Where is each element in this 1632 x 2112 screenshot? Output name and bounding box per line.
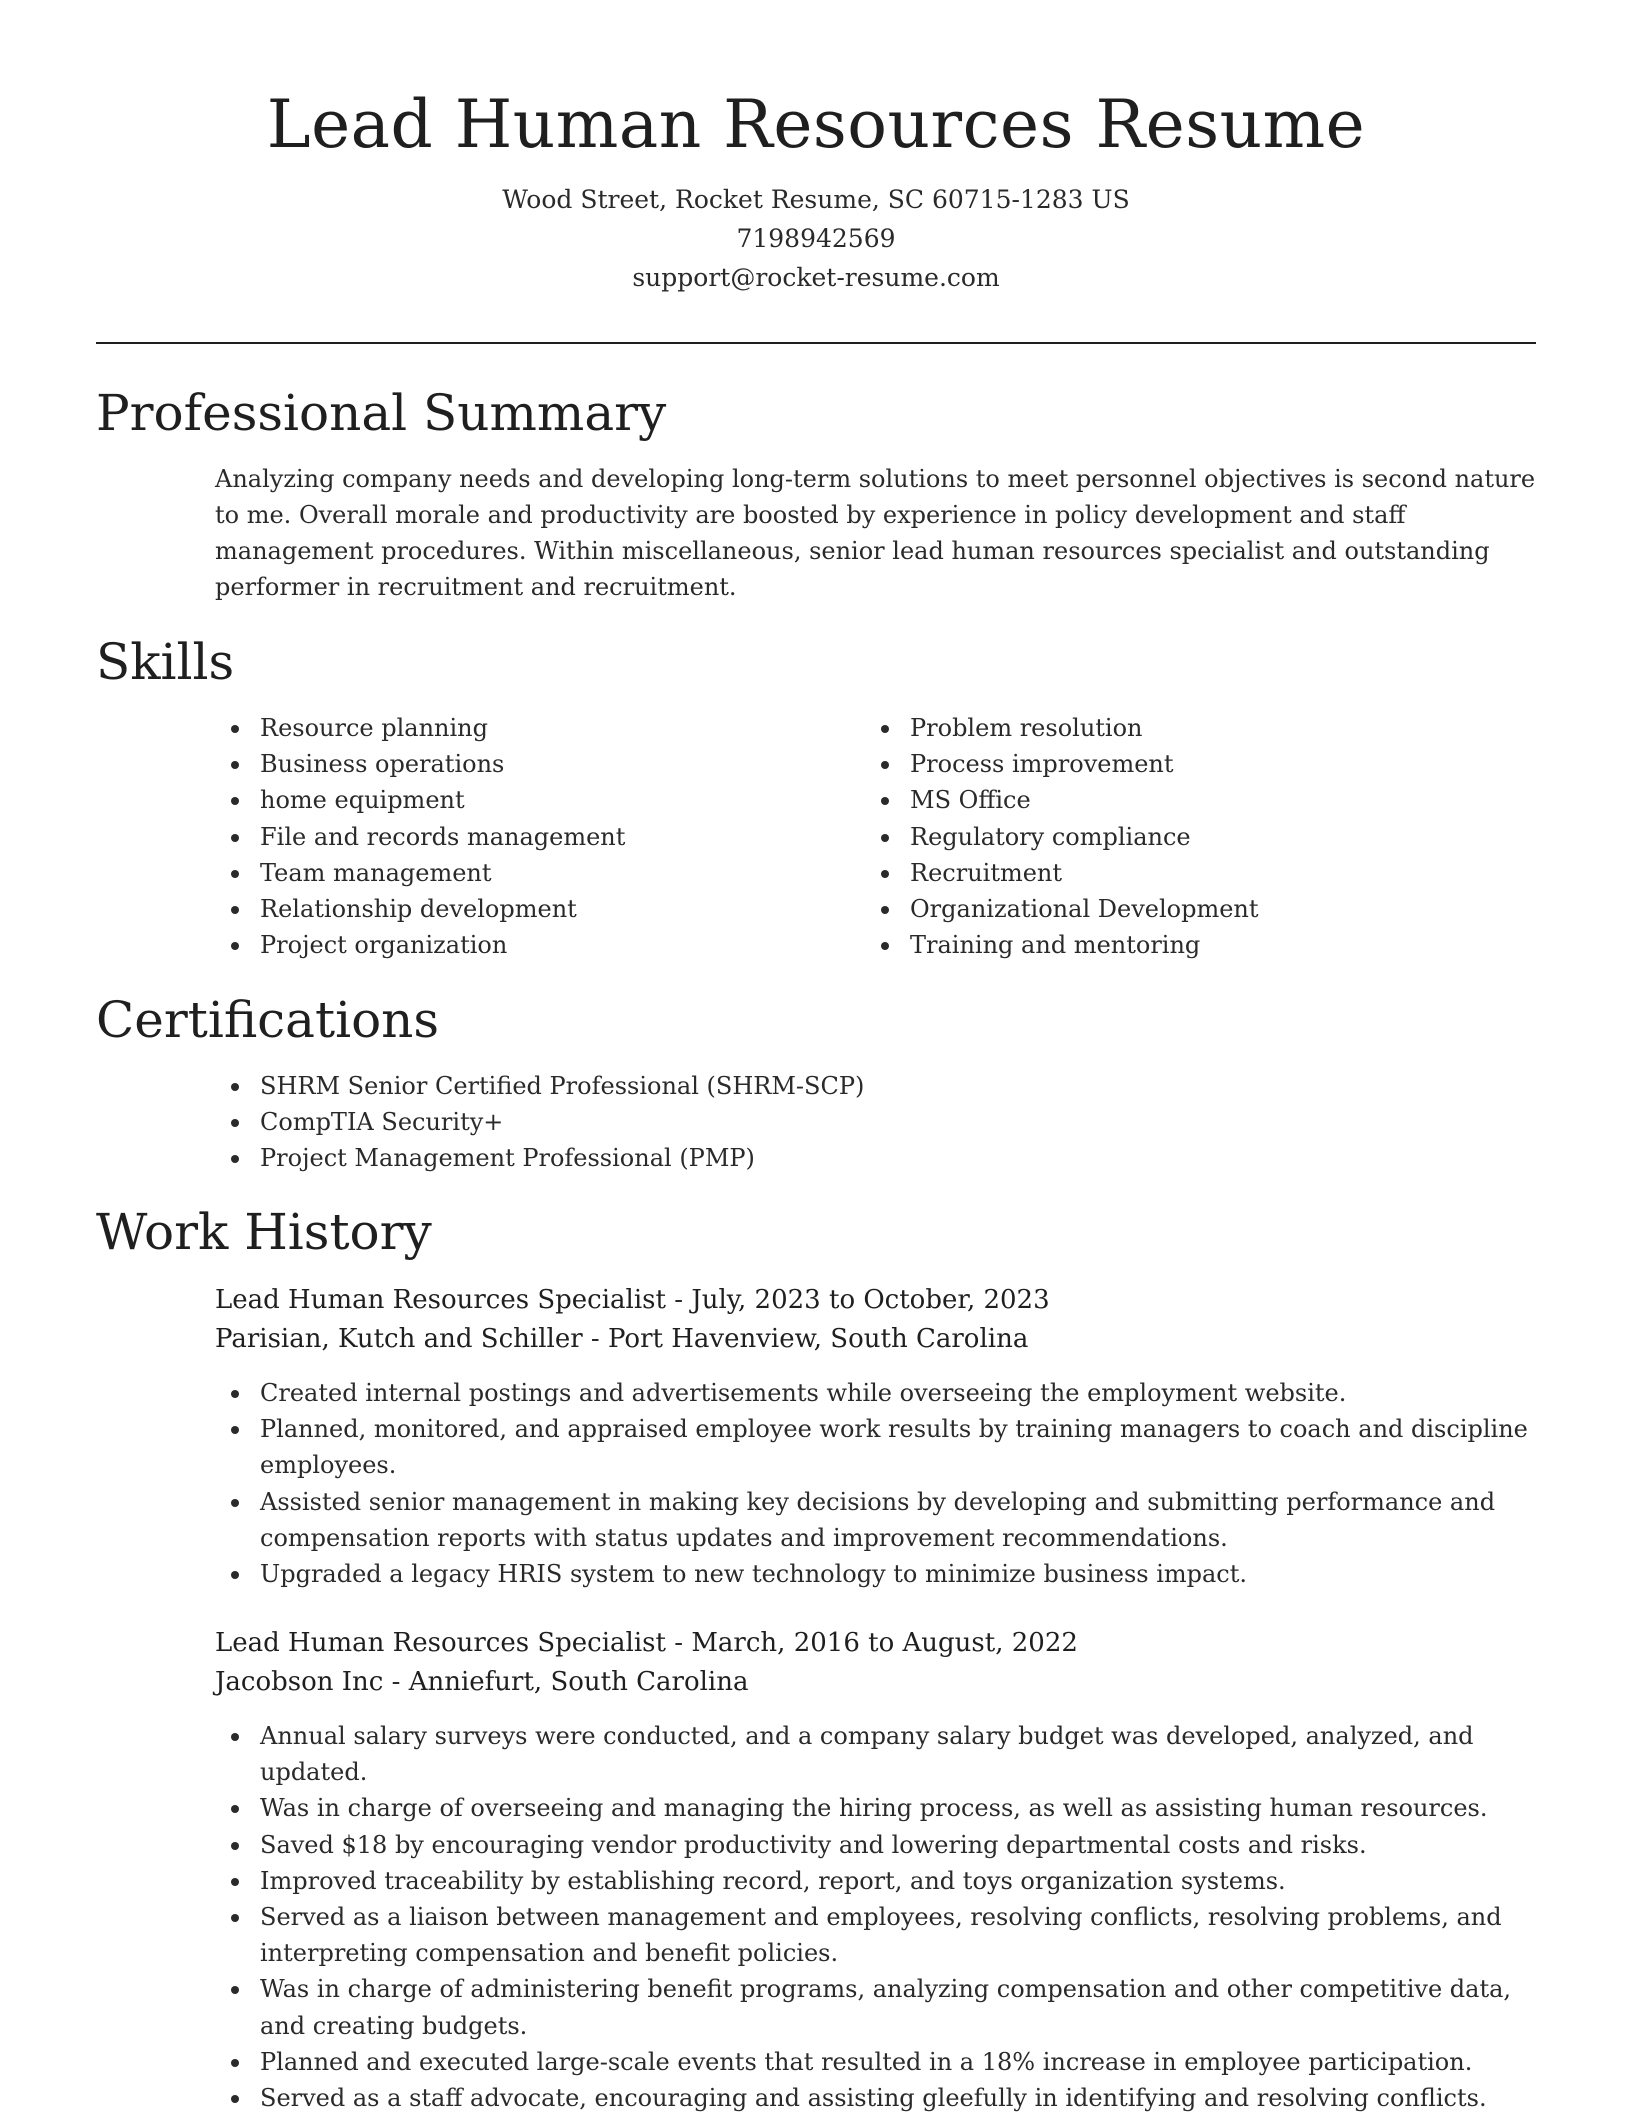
summary-heading: Professional Summary — [96, 384, 667, 442]
skill-item: Business operations — [215, 746, 835, 782]
certification-item: Project Management Professional (PMP) — [215, 1140, 1545, 1176]
certifications-list — [215, 1068, 1545, 1177]
skill-item: Organizational Development — [865, 891, 1515, 927]
contact-info — [96, 180, 1536, 297]
job-bullet: Upgraded a legacy HRIS system to new technology to minimize business impact. — [215, 1556, 1545, 1592]
job-bullet: Assisted senior management in making key decisions by developing and submitting performance and compensation reports with status updates and improvement recommendations. — [215, 1484, 1545, 1556]
skill-item: Process improvement — [865, 746, 1515, 782]
job-role: Lead Human Resources Specialist — [215, 1285, 666, 1315]
job-bullet: Annual salary surveys were conducted, and a company salary budget was developed, analyzed, and updated. — [215, 1718, 1545, 1790]
job-header — [215, 1281, 1545, 1359]
job-bullet: Was in charge of administering benefit programs, analyzing compensation and other competitive data, and creating budgets. — [215, 1971, 1545, 2043]
skill-item: Regulatory compliance — [865, 819, 1515, 855]
job-dates: March, 2016 to August, 2022 — [691, 1628, 1078, 1658]
job-company: Jacobson Inc — [215, 1667, 384, 1697]
skill-item: File and records management — [215, 819, 835, 855]
job-bullets — [215, 1718, 1545, 2112]
job-title-line: Lead Human Resources Specialist - March, 2016 to August, 2022 — [215, 1628, 1078, 1658]
work-history-heading: Work History — [96, 1203, 432, 1261]
job-company: Parisian, Kutch and Schiller — [215, 1324, 583, 1354]
certification-item: SHRM Senior Certified Professional (SHRM-SCP) — [215, 1068, 1545, 1104]
job-dates: July, 2023 to October, 2023 — [691, 1285, 1050, 1315]
job-bullet: Was in charge of overseeing and managing the hiring process, as well as assisting human resources. — [215, 1790, 1545, 1826]
job-bullet: Served as a staff advocate, encouraging and assisting gleefully in identifying and resolving conflicts. — [215, 2080, 1545, 2112]
job-bullet: Saved $18 by encouraging vendor productivity and lowering departmental costs and risks. — [215, 1827, 1545, 1863]
certification-item: CompTIA Security+ — [215, 1104, 1545, 1140]
job-bullet: Planned, monitored, and appraised employee work results by training managers to coach and discipline employees. — [215, 1411, 1545, 1483]
skill-item: Recruitment — [865, 855, 1515, 891]
contact-address: Wood Street, Rocket Resume, SC 60715-1283 US — [502, 185, 1130, 214]
resume-title: Lead Human Resources Resume — [266, 86, 1366, 163]
skill-item: Training and mentoring — [865, 927, 1515, 963]
skills-heading: Skills — [96, 633, 235, 691]
skill-item: home equipment — [215, 782, 835, 818]
skill-item: MS Office — [865, 782, 1515, 818]
header-divider — [96, 342, 1536, 344]
job-role: Lead Human Resources Specialist — [215, 1628, 666, 1658]
contact-phone: 7198942569 — [736, 224, 896, 253]
job-company-line: Parisian, Kutch and Schiller - Port Havenview, South Carolina — [215, 1324, 1029, 1354]
job-bullet: Improved traceability by establishing record, report, and toys organization systems. — [215, 1863, 1545, 1899]
skill-item: Project organization — [215, 927, 835, 963]
resume-header — [96, 80, 1536, 297]
contact-email: support@rocket-resume.com — [632, 263, 1000, 292]
certifications-heading: Certifications — [96, 991, 440, 1049]
job-bullet: Planned and executed large-scale events that resulted in a 18% increase in employee participation. — [215, 2044, 1545, 2080]
skills-column-left — [215, 710, 835, 963]
skill-item: Problem resolution — [865, 710, 1515, 746]
skills-column-right — [865, 710, 1515, 963]
job-bullets — [215, 1375, 1545, 1592]
job-header — [215, 1624, 1545, 1702]
skill-item: Resource planning — [215, 710, 835, 746]
summary-text: Analyzing company needs and developing long-term solutions to meet personnel objectives is second nature to me. Overall morale and productivity are boosted by experience in policy development and staff management procedures. Within miscellaneous, senior lead human resources specialist and outstanding performer in recruitment and recruitment. — [215, 465, 1536, 601]
job-bullet: Served as a liaison between management and employees, resolving conflicts, resolving problems, and interpreting compensation and benefit policies. — [215, 1899, 1545, 1971]
job-location: Anniefurt, South Carolina — [408, 1667, 749, 1697]
job-title-line: Lead Human Resources Specialist - July, 2023 to October, 2023 — [215, 1285, 1050, 1315]
job-bullet: Created internal postings and advertisements while overseeing the employment website. — [215, 1375, 1545, 1411]
job-location: Port Havenview, South Carolina — [607, 1324, 1029, 1354]
skill-item: Relationship development — [215, 891, 835, 927]
job-company-line: Jacobson Inc - Anniefurt, South Carolina — [215, 1667, 749, 1697]
skill-item: Team management — [215, 855, 835, 891]
